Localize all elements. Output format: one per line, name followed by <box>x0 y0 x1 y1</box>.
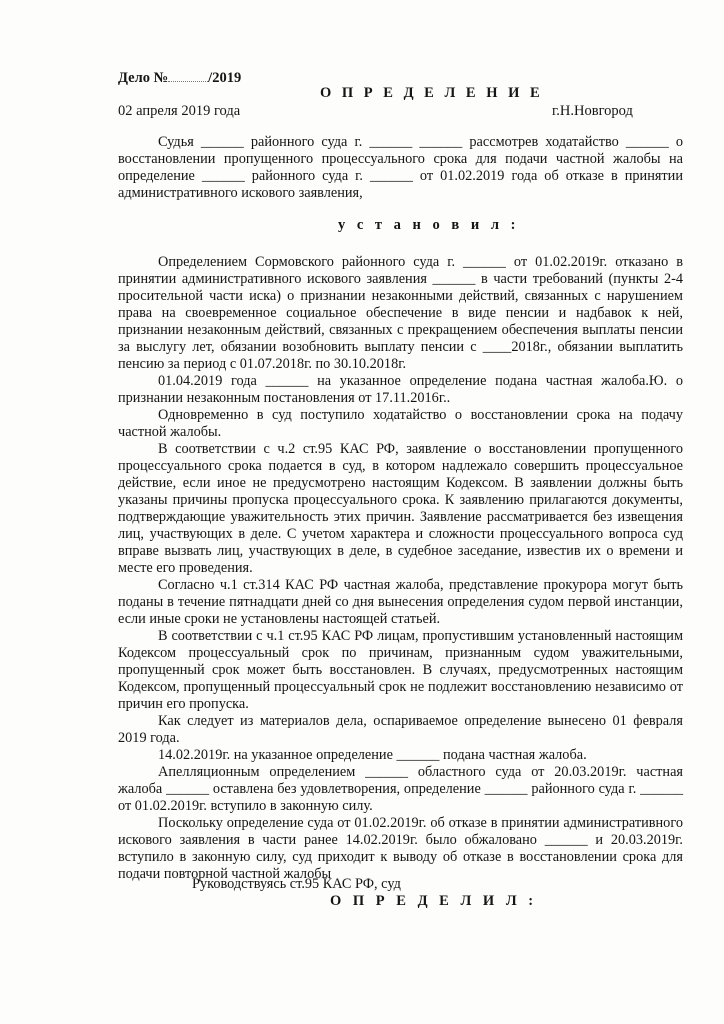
paragraph: В соответствии с ч.1 ст.95 КАС РФ лицам, пропустившим установленный настоящим Кодексом процессуальный срок по причинам, признанным судом уважительными, пропущенный срок может быть восстановлен. В случаях, предусмотренных настоящим Кодексом, пропущенный процессуальный срок не подлежит восстановлению независимо от причин его пропуска. <box>118 628 683 712</box>
main-body <box>118 254 683 883</box>
paragraph: Согласно ч.1 ст.314 КАС РФ частная жалоба, представление прокурора могут быть поданы в течение пятнадцати дней со дня вынесения определения судом первой инстанции, если иные сроки не установлены настоящей статьей. <box>118 577 683 627</box>
paragraph: В соответствии с ч.2 ст.95 КАС РФ, заявление о восстановлении пропущенного процессуального срока подается в суд, в котором надлежало совершить процессуальное действие, если иное не предусмотрено настоящим Кодексом. В заявлении должны быть указаны причины пропуска процессуального срока. К заявлению прилагаются документы, подтверждающие уважительность этих причин. Заявление рассматривается без извещения лиц, участвующих в деле. С учетом характера и сложности процессуального вопроса суд вправе вызвать лиц, участвующих в деле, в судебное заседание, известив их о времени и месте его проведения. <box>118 441 683 576</box>
intro-text: Судья ______ районного суда г. ______ ______ рассмотрев ходатайство ______ о восстановлении пропущенного процессуального срока для подачи частной жалобы на определение ______ районного суда г. ______ от 01.02.2019 года об отказе в принятии административного искового заявления, <box>118 134 683 201</box>
case-number <box>118 70 241 87</box>
intro-paragraph <box>118 134 683 202</box>
document-city: г.Н.Новгород <box>552 103 633 119</box>
redacted-number <box>168 71 208 82</box>
document-title: О П Р Е Д Е Л Е Н И Е <box>320 85 544 101</box>
paragraph: Поскольку определение суда от 01.02.2019г. об отказе в принятии административного искового заявления в части ранее 14.02.2019г. было обжаловано ______ и 20.03.2019г. вступило в законную силу, суд приходит к выводу об отказе в восстановлении срока для подачи повторной частной жалобы <box>118 815 683 882</box>
paragraph: Апелляционным определением ______ областного суда от 20.03.2019г. частная жалоба ______ оставлена без удовлетворения, определение ______ районного суда г. ______ от 01.02.2019г. вступило в законную силу. <box>118 764 683 814</box>
case-number-label: Дело № <box>118 70 169 86</box>
section-established: у с т а н о в и л : <box>338 217 520 233</box>
paragraph: 14.02.2019г. на указанное определение ______ подана частная жалоба. <box>158 747 587 763</box>
paragraph: Как следует из материалов дела, оспариваемое определение вынесено 01 февраля 2019 года. <box>118 713 683 746</box>
paragraph: Определением Сормовского районного суда г. ______ от 01.02.2019г. отказано в принятии административного искового заявления ______ в части требований (пункты 2-4 просительной части иска) о признании незаконными действий, связанных с нарушением права на своевременное социальное обеспечение в виде пенсии и надбавок к ней, признании незаконным действий, связанных с прекращением обеспечения выплаты пенсии за выслугу лет, обязании возобновить выплату пенсии с ____2018г., обязании выплатить пенсию за период с 01.07.2018г. по 30.10.2018г. <box>118 254 683 372</box>
guided-by-line: Руководствуясь ст.95 КАС РФ, суд <box>192 876 401 892</box>
document-date: 02 апреля 2019 года <box>118 103 241 119</box>
paragraph: 01.04.2019 года ______ на указанное определение подана частная жалоба.Ю. о признании незаконным постановления от 17.11.2016г.. <box>118 373 683 406</box>
case-year: /2019 <box>208 70 242 86</box>
section-decided: О П Р Е Д Е Л И Л : <box>330 893 538 909</box>
paragraph: Одновременно в суд поступило ходатайство о восстановлении срока на подачу частной жалобы. <box>118 407 683 440</box>
